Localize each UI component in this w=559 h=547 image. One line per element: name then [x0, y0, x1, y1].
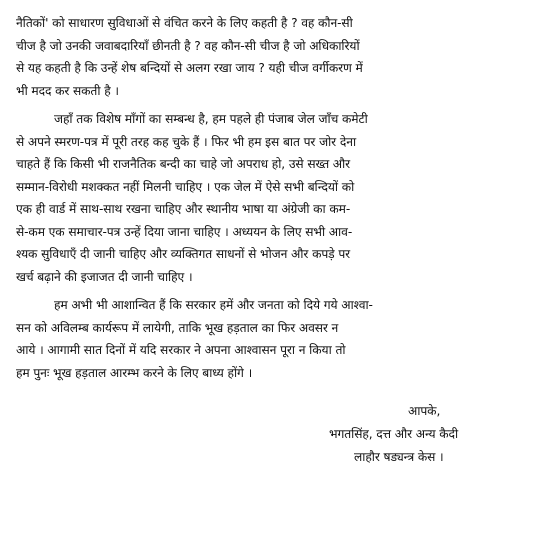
signature-case: लाहौर षड्यन्त्र केस । — [354, 450, 444, 464]
text-line: नैतिकों' को साधारण सुविधाओं से वंचित करने के लिए कहती है ? वह कौन-सी — [16, 16, 353, 30]
text-line: से-कम एक समाचार-पत्र उन्हें दिया जाना चाहिए । अध्ययन के लिए सभी आव- — [16, 224, 353, 239]
text-line: से यह कहती है कि उन्हें शेष बन्दियों से अलग रखा जाय ? यही चीज वर्गीकरण में — [16, 61, 363, 75]
text-line: खर्च बढ़ाने की इजाजत दी जानी चाहिए । — [16, 269, 193, 284]
text-line: से अपने स्मरण-पत्र में पूरी तरह कह चुके हैं । फिर भी हम इस बात पर जोर देना — [16, 134, 357, 149]
text-line: सन को अविलम्ब कार्यरूप में लायेगी, ताकि भूख हड़ताल का फिर अवसर न — [16, 320, 339, 335]
paragraph-1 — [16, 12, 545, 102]
text-line: जहाँ तक विशेष माँगों का सम्बन्ध है, हम पहले ही पंजाब जेल जाँच कमेटी — [54, 112, 368, 126]
signature-block — [16, 400, 545, 469]
paragraph-3 — [16, 294, 545, 384]
text-line: सम्मान-विरोधी मशक्कत नहीं मिलनी चाहिए । एक जेल में ऐसे सभी बन्दियों को — [16, 179, 355, 194]
text-line: हम पुनः भूख हड़ताल आरम्भ करने के लिए बाध्य होंगे । — [16, 365, 253, 380]
text-line: भी मदद कर सकती है । — [16, 83, 119, 98]
signature-names: भगतसिंह, दत्त और अन्य कैदी — [329, 427, 459, 441]
text-line: चाहते हैं कि किसी भी राजनैतिक बन्दी का चाहे जो अपराध हो, उसे सख्त और — [16, 157, 351, 171]
text-line: श्यक सुविधाएँ दी जानी चाहिए और व्यक्तिगत साधनों से भोजन और कपड़े पर — [16, 247, 351, 261]
paragraph-2 — [16, 108, 545, 288]
text-line: हम अभी भी आशान्वित हैं कि सरकार हमें और जनता को दिये गये आश्वा- — [54, 298, 373, 312]
signature-closing: आपके, — [408, 404, 441, 418]
text-line: चीज है जो उनकी जवाबदारियाँ छीनती है ? वह कौन-सी चीज है जो अधिकारियों — [16, 38, 360, 53]
text-line: आये । आगामी सात दिनों में यदि सरकार ने अपना आश्वासन पूरा न किया तो — [16, 343, 346, 357]
text-line: एक ही वार्ड में साथ-साथ रखना चाहिए और स्थानीय भाषा या अंग्रेजी का कम- — [16, 202, 351, 216]
